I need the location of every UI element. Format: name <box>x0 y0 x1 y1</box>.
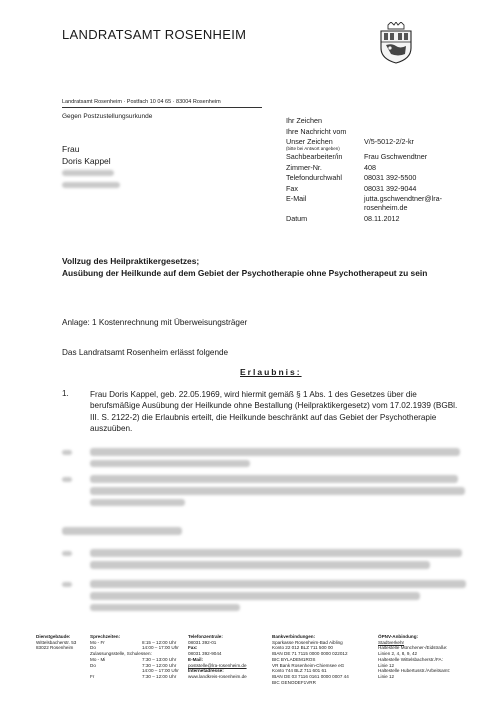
attachment-note: Anlage: 1 Kostenrechnung mit Überweisungsträger <box>62 318 248 327</box>
footer-building-city: 83022 Rosenheim <box>36 645 74 651</box>
footer-bank-line: Konto 22 012 BLZ 711 500 00 <box>272 645 333 651</box>
hours-time: 14:00 – 17:00 Uhr <box>142 668 179 674</box>
your-reference-label: Ihr Zeichen <box>286 116 322 125</box>
redacted-text-line <box>90 475 458 483</box>
footer-transit-line: Haltestelle Wittelsbacherstr./FA: <box>378 656 443 662</box>
footer-building <box>36 634 76 651</box>
hours-section: Zulassungsstelle, Schulessen: <box>90 651 152 657</box>
date-value: 08.11.2012 <box>364 214 400 223</box>
subject-line2: Ausübung der Heilkunde auf dem Gebiet der Psychotherapie ohne Psychotherapeut zu sein <box>62 268 428 278</box>
phone-value: 08031 392-5500 <box>364 173 417 182</box>
room-label: Zimmer-Nr. <box>286 162 322 172</box>
hours-day: Do <box>90 645 96 651</box>
footer-web-link[interactable]: www.landkreis-rosenheim.de <box>188 673 247 679</box>
footer-transit-line: Haltestelle Münchener-/Eidstraße: <box>378 645 448 651</box>
clerk-label: Sachbearbeiter/in <box>286 152 343 161</box>
footer-contact <box>188 634 247 680</box>
footer-hours-title: Sprechzeiten: <box>90 634 121 639</box>
redacted-text-line <box>62 527 182 535</box>
permit-heading: Erlaubnis: <box>240 367 302 377</box>
intro-text: Das Landratsamt Rosenheim erlässt folgende <box>62 348 229 357</box>
redacted-number <box>62 582 72 587</box>
phone-label: Telefondurchwahl <box>286 173 342 182</box>
authority-title: LANDRATSAMT ROSENHEIM <box>62 27 247 42</box>
redacted-number <box>62 450 72 455</box>
hours-time: 8:15 – 12:00 Uhr <box>142 639 177 645</box>
recipient-salutation: Frau <box>62 144 80 154</box>
email-label: E-Mail <box>286 194 307 203</box>
footer-hours <box>90 634 179 680</box>
return-address-rule <box>62 107 262 108</box>
footer-web-label: Internetadresse: <box>188 668 224 674</box>
redacted-text-line <box>90 604 240 611</box>
footer-fax: 08031 392-9044 <box>188 651 222 657</box>
email-value <box>364 194 442 212</box>
hours-day: Fr <box>90 673 95 679</box>
footer-email-link[interactable]: poststelle@lra-rosenheim.de <box>188 662 247 668</box>
our-reference-label: Unser Zeichen <box>286 137 333 146</box>
subject <box>62 255 427 279</box>
coat-of-arms-icon <box>378 22 414 64</box>
footer-bank-title: Bankverbindungen: <box>272 634 316 639</box>
hours-day: Mo - Fr <box>90 639 105 645</box>
redacted-number <box>62 477 72 482</box>
footer-building-street: Wittelsbacherstr. 53 <box>36 639 77 645</box>
footer-bank-line: BIC GENODEF1VRR <box>272 679 316 685</box>
footer-transit-line: Stadtverkehr <box>378 639 405 645</box>
footer-bank-line: Konto 744 BLZ 711 601 61 <box>272 668 327 674</box>
redacted-text-line <box>90 487 465 495</box>
footer-transit-line: Haltestelle Hubertusstr./Arbeitsamt: <box>378 668 450 674</box>
redacted-text-line <box>90 592 420 600</box>
footer-bank-line: IBAN DE 03 7116 0161 0000 0007 44 <box>272 673 349 679</box>
hours-time: 7:30 – 13:00 Uhr <box>142 656 177 662</box>
recipient-name: Doris Kappel <box>62 156 111 166</box>
recipient-address <box>62 143 111 167</box>
footer-transit-title: ÖPNV-Anbindung: <box>378 634 419 639</box>
footer-bank-line: BIC BYLADEM1ROS <box>272 656 316 662</box>
footer-bank-line: VR Bank Rosenheim-Chiemsee eG <box>272 662 345 668</box>
hours-time: 7:30 – 12:00 Uhr <box>142 662 177 668</box>
fax-value: 08031 392-9044 <box>364 183 417 193</box>
footer-fax-label: Fax: <box>188 645 198 651</box>
redacted-text-line <box>90 499 185 506</box>
hours-day: Mo - Mi <box>90 656 106 662</box>
item-number: 1. <box>62 389 69 398</box>
our-reference-note: (bitte bei Antwort angeben) <box>286 146 340 151</box>
hours-day: Do <box>90 662 96 668</box>
our-reference-value: V/5-5012-2/2-kr <box>364 137 414 146</box>
fax-label: Fax <box>286 183 298 193</box>
footer-transit <box>378 634 450 680</box>
redacted-text-line <box>90 549 462 557</box>
footer-transit-line: Linie 12 <box>378 662 395 668</box>
hours-time: 7:30 – 12:00 Uhr <box>142 673 177 679</box>
footer-bank-line: IBAN DE 71 7115 0000 0000 022012 <box>272 651 348 657</box>
redacted-number <box>62 551 72 556</box>
redacted-address-line <box>62 170 114 176</box>
room-value: 408 <box>364 162 376 172</box>
footer-transit-line: Linien 2, 4, 8, 9, 42 <box>378 651 418 657</box>
email-value-line1: jutta.gschwendtner@lra- <box>364 194 443 203</box>
return-address: Landratsamt Rosenheim · Postfach 10 04 65 · 83004 Rosenheim <box>62 99 221 105</box>
redacted-address-line <box>62 182 120 188</box>
subject-line1: Vollzug des Heilpraktikergesetzes; <box>62 256 200 266</box>
delivery-type: Gegen Postzustellungsurkunde <box>62 113 153 120</box>
redacted-text-line <box>90 460 250 467</box>
hours-time: 14:00 – 17:00 Uhr <box>142 645 179 651</box>
footer-transit-line: Linie 12 <box>378 673 395 679</box>
footer-building-title: Dienstgebäude: <box>36 634 71 639</box>
footer-email-label: E-Mail: <box>188 656 204 662</box>
footer-phone: 08031 392-01 <box>188 639 217 645</box>
your-message-label: Ihre Nachricht vom <box>286 126 347 136</box>
item-text: Frau Doris Kappel, geb. 22.05.1969, wird hiermit gemäß § 1 Abs. 1 des Gesetzes über die berufsmäßige Ausübung der Heilkunde ohne Bestallung (Heilpraktikergesetz) vom 17.02.1939 (BGBl. III. S. 2122-2) die Erlaubnis erteilt, die Heilkunde beschränkt auf das Gebiet der Psychotherapie auszuüben. <box>90 390 458 433</box>
footer-contact-title: Telefonzentrale: <box>188 634 223 639</box>
date-label: Datum <box>286 214 308 223</box>
redacted-text-line <box>90 561 430 569</box>
footer-bank-line: Sparkasse Rosenheim-Bad Aibling <box>272 639 343 645</box>
footer-bank <box>272 634 349 685</box>
clerk-value: Frau Gschwendtner <box>364 152 428 161</box>
redacted-text-line <box>90 580 466 588</box>
redacted-text-line <box>90 448 460 456</box>
email-value-line2: rosenheim.de <box>364 203 408 212</box>
